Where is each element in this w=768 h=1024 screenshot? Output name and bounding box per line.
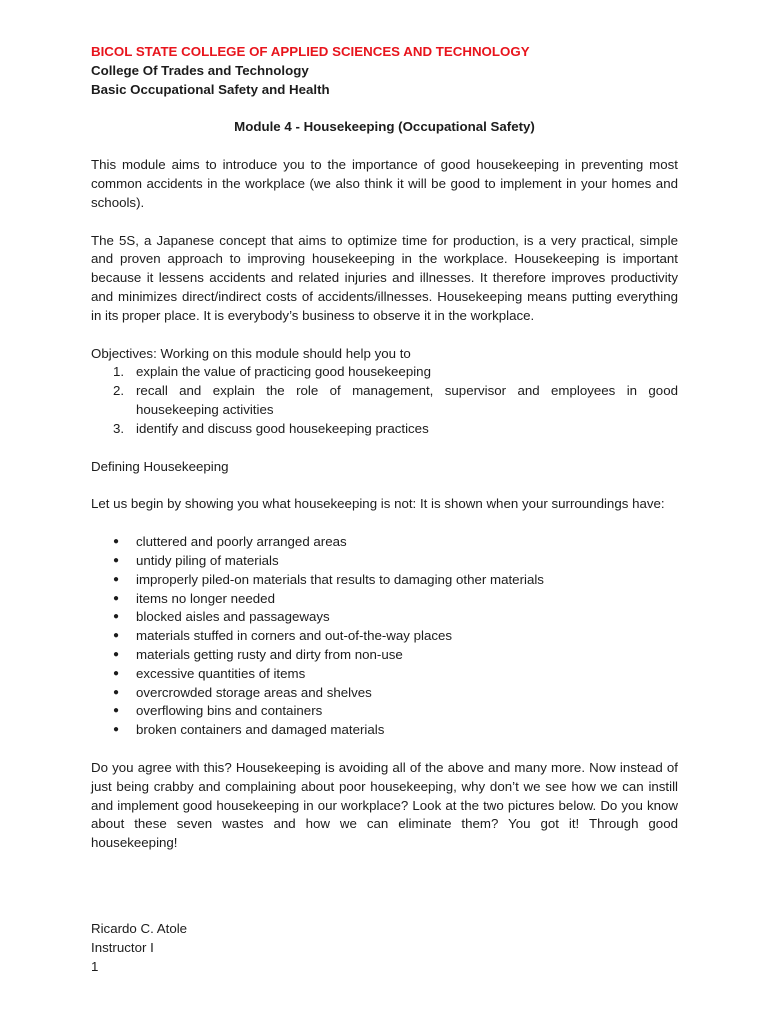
list-item	[91, 552, 678, 571]
bullet-icon: ●	[113, 573, 120, 585]
objective-text: explain the value of practicing good housekeeping	[136, 364, 431, 380]
list-item-text: improperly piled-on materials that results to damaging other materials	[136, 571, 544, 587]
five-s-paragraph: The 5S, a Japanese concept that aims to optimize time for production, is a very practical, simple and proven approach to improving housekeeping in the workplace. Housekeeping is important because it lessens accidents and related injuries and illnesses. It therefore improves productivity and minimizes direct/indirect costs of accidents/illnesses. Housekeeping means putting everything in its proper place. It is everybody’s business to observe it in the workplace.	[91, 232, 678, 323]
bullet-icon: ●	[113, 705, 120, 717]
bullet-icon: ●	[113, 648, 120, 660]
list-item	[91, 646, 678, 665]
page-footer	[91, 920, 187, 976]
list-item	[91, 533, 678, 552]
list-item-text: blocked aisles and passageways	[136, 609, 330, 625]
bullet-icon: ●	[113, 611, 120, 623]
list-item	[91, 608, 678, 627]
section-heading: Defining Housekeeping	[91, 458, 229, 474]
bullet-icon: ●	[113, 536, 120, 548]
institution-name: BICOL STATE COLLEGE OF APPLIED SCIENCES AND TECHNOLOGY	[91, 44, 530, 59]
lead-paragraph: Let us begin by showing you what housekeeping is not: It is shown when your surroundings have:	[91, 496, 665, 512]
author-position: Instructor I	[91, 939, 154, 955]
document-body	[91, 43, 678, 872]
list-item	[91, 665, 678, 684]
list-item-text: items no longer needed	[136, 590, 275, 606]
intro-paragraph: This module aims to introduce you to the importance of good housekeeping in preventing most common accidents in the workplace (we also think it will be good to implement in your homes and schools).	[91, 157, 678, 210]
poor-housekeeping-list	[91, 533, 678, 740]
objectives-list	[91, 363, 678, 438]
objective-item	[91, 363, 678, 382]
bullet-icon: ●	[113, 592, 120, 604]
list-item-text: cluttered and poorly arranged areas	[136, 534, 347, 550]
list-item-text: overcrowded storage areas and shelves	[136, 684, 372, 700]
college-name: College Of Trades and Technology	[91, 62, 309, 78]
bullet-icon: ●	[113, 667, 120, 679]
list-item-text: overflowing bins and containers	[136, 703, 323, 719]
list-item	[91, 721, 678, 740]
bullet-icon: ●	[113, 724, 120, 736]
bullet-icon: ●	[113, 686, 120, 698]
list-item-text: broken containers and damaged materials	[136, 722, 385, 738]
list-item-text: excessive quantities of items	[136, 665, 306, 681]
list-item	[91, 627, 678, 646]
list-item	[91, 684, 678, 703]
objective-text: identify and discuss good housekeeping practices	[136, 420, 429, 436]
objective-number: 3.	[113, 420, 125, 436]
list-item-text: untidy piling of materials	[136, 552, 279, 568]
course-name: Basic Occupational Safety and Health	[91, 81, 330, 97]
objective-text: recall and explain the role of management, supervisor and employees in good housekeeping activities	[136, 383, 678, 417]
closing-paragraph: Do you agree with this? Housekeeping is avoiding all of the above and many more. Now instead of just being crabby and complaining about poor housekeeping, why don’t we see how we can instill and implement good housekeeping in our workplace? Look at the two pictures below. Do you know about these seven wastes and how we can eliminate them? You got it! Through good housekeeping!	[91, 759, 678, 851]
list-item	[91, 702, 678, 721]
objective-number: 1.	[113, 364, 125, 380]
list-item	[91, 571, 678, 590]
objectives-intro: Objectives: Working on this module should help you to	[91, 345, 411, 361]
list-item-text: materials stuffed in corners and out-of-the-way places	[136, 628, 453, 644]
bullet-icon: ●	[113, 554, 120, 566]
list-item-text: materials getting rusty and dirty from non-use	[136, 646, 403, 662]
page-number: 1	[91, 958, 99, 974]
objective-number: 2.	[113, 383, 125, 399]
list-item	[91, 590, 678, 609]
objective-item	[91, 382, 678, 420]
bullet-icon: ●	[113, 630, 120, 642]
objective-item	[91, 420, 678, 439]
author-name: Ricardo C. Atole	[91, 921, 188, 936]
module-title: Module 4 - Housekeeping (Occupational Safety)	[234, 119, 535, 135]
